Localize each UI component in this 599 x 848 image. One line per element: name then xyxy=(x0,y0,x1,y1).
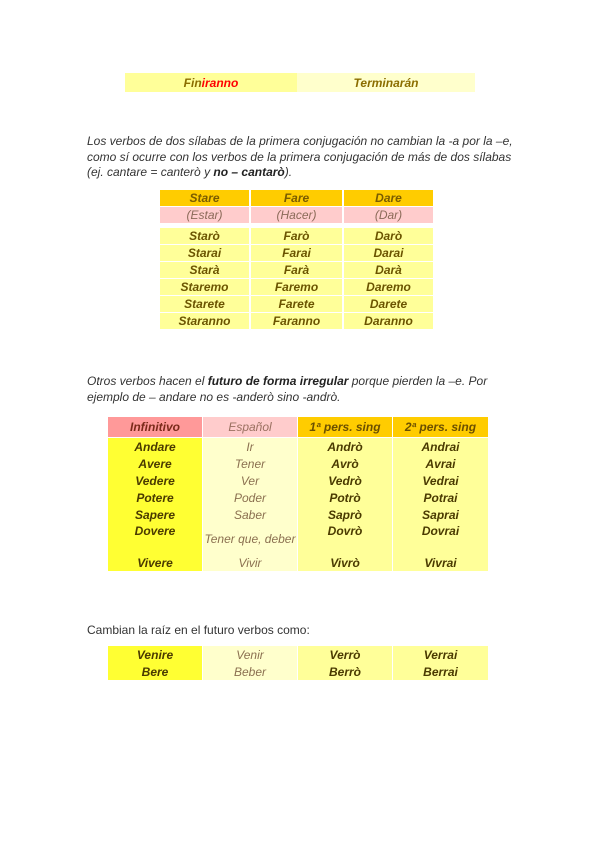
table3-cell: Beber xyxy=(203,663,297,680)
table-row xyxy=(160,279,435,296)
table-root-change-verbs xyxy=(108,646,489,680)
table-row xyxy=(160,262,435,279)
table2-cell: Ir xyxy=(203,438,297,455)
table1-cell: Darai xyxy=(344,245,433,261)
table-row xyxy=(108,663,489,680)
table-irregular-verbs xyxy=(108,417,489,571)
table-row xyxy=(160,313,435,330)
table2-cell: Vedere xyxy=(108,472,202,489)
table-row xyxy=(108,472,489,489)
table1-cell: Starete xyxy=(160,296,249,312)
table2-cell: Potere xyxy=(108,489,202,506)
table-row xyxy=(108,489,489,506)
table3-cell: Bere xyxy=(108,663,202,680)
table2-cell: Saber xyxy=(203,506,297,523)
table2-cell: Ver xyxy=(203,472,297,489)
table2-cell: Vivrò xyxy=(298,554,392,571)
para2-post: porque pierden la –e. Por ejemplo de – andare no es -anderò sino -andrò. xyxy=(87,374,488,404)
table1-subheader-row xyxy=(160,207,435,228)
table-row xyxy=(160,245,435,262)
table2-cell: Tener xyxy=(203,455,297,472)
table-row xyxy=(108,523,489,554)
table2-cell: Potrò xyxy=(298,489,392,506)
table2-cell: Vivir xyxy=(203,554,297,571)
table2-cell: Avrò xyxy=(298,455,392,472)
table1-cell: Darà xyxy=(344,262,433,278)
table1-subheader-cell: (Estar) xyxy=(160,207,249,223)
para1-text: Los verbos de dos sílabas de la primera conjugación no cambian la -a por la –e, como sí ocurre con los verbos de la primera conjugación de más de dos sílabas (ej. cantare = canterò y xyxy=(87,134,513,179)
table3-cell: Venire xyxy=(108,646,202,663)
table2-cell: Poder xyxy=(203,489,297,506)
table1-cell: Farai xyxy=(251,245,342,261)
table2-cell: Andare xyxy=(108,438,202,455)
para2-bold: futuro de forma irregular xyxy=(207,374,349,388)
table2-cell: Avrai xyxy=(393,455,488,472)
table2-cell: Saprò xyxy=(298,506,392,523)
table-row xyxy=(108,646,489,663)
table-row xyxy=(108,455,489,472)
table-row xyxy=(160,228,435,245)
table1-cell: Faremo xyxy=(251,279,342,295)
table3-cell: Berrai xyxy=(393,663,488,680)
banner-left-cell xyxy=(125,73,297,92)
table-stare-fare-dare xyxy=(160,190,435,330)
table3-cell: Berrò xyxy=(298,663,392,680)
table-row xyxy=(108,506,489,523)
table1-cell: Faranno xyxy=(251,313,342,329)
table2-cell: Andrò xyxy=(298,438,392,455)
table1-cell: Starai xyxy=(160,245,249,261)
table2-cell: Dovrò xyxy=(298,523,392,554)
table3-cell: Verrai xyxy=(393,646,488,663)
para2-pre: Otros verbos hacen el xyxy=(87,374,208,388)
table1-cell: Darò xyxy=(344,228,433,244)
para1-bold: no – cantarò xyxy=(213,165,285,179)
table1-cell: Farà xyxy=(251,262,342,278)
banner-left-prefix: Fin xyxy=(183,75,202,90)
table1-header-cell: Dare xyxy=(344,190,433,206)
table3-cell: Venir xyxy=(203,646,297,663)
table2-cell: Saprai xyxy=(393,506,488,523)
table1-subheader-cell: (Hacer) xyxy=(251,207,342,223)
table2-cell: Dovrai xyxy=(393,523,488,554)
table1-body xyxy=(160,228,435,330)
table2-header-cell: 1ª pers. sing xyxy=(298,417,392,437)
table-row xyxy=(108,438,489,455)
table2-cell: Sapere xyxy=(108,506,202,523)
table1-cell: Farò xyxy=(251,228,342,244)
para1-tail: ). xyxy=(284,165,293,179)
table2-cell: Vedrai xyxy=(393,472,488,489)
table1-header-cell: Stare xyxy=(160,190,249,206)
table-row xyxy=(108,554,489,571)
table2-header-row xyxy=(108,417,489,437)
table2-cell: Vivrai xyxy=(393,554,488,571)
table1-cell: Starà xyxy=(160,262,249,278)
table3-cell: Verrò xyxy=(298,646,392,663)
table2-cell: Andrai xyxy=(393,438,488,455)
table2-header-cell: Infinitivo xyxy=(108,417,202,437)
table1-cell: Staremo xyxy=(160,279,249,295)
table-row xyxy=(160,296,435,313)
table2-cell: Potrai xyxy=(393,489,488,506)
table1-cell: Starò xyxy=(160,228,249,244)
table2-cell: Avere xyxy=(108,455,202,472)
table1-cell: Darete xyxy=(344,296,433,312)
table1-cell: Staranno xyxy=(160,313,249,329)
table1-header-cell: Fare xyxy=(251,190,342,206)
paragraph-irregular-future xyxy=(87,374,517,405)
paragraph-root-change: Cambian la raíz en el futuro verbos como: xyxy=(87,623,310,637)
table2-cell: Vivere xyxy=(108,554,202,571)
table2-cell: Vedrò xyxy=(298,472,392,489)
table2-cell: Dovere xyxy=(108,523,202,554)
table2-header-cell: 2ª pers. sing xyxy=(393,417,488,437)
table1-subheader-cell: (Dar) xyxy=(344,207,433,223)
table1-header-row xyxy=(160,190,435,207)
table1-cell: Daremo xyxy=(344,279,433,295)
table1-cell: Daranno xyxy=(344,313,433,329)
table2-header-cell: Español xyxy=(203,417,297,437)
table2-cell: Tener que, deber xyxy=(203,523,297,554)
title-banner xyxy=(125,73,475,92)
banner-left-suffix: iranno xyxy=(201,75,239,90)
banner-right-cell: Terminarán xyxy=(297,73,475,92)
paragraph-first-conjugation xyxy=(87,134,517,181)
table1-cell: Farete xyxy=(251,296,342,312)
